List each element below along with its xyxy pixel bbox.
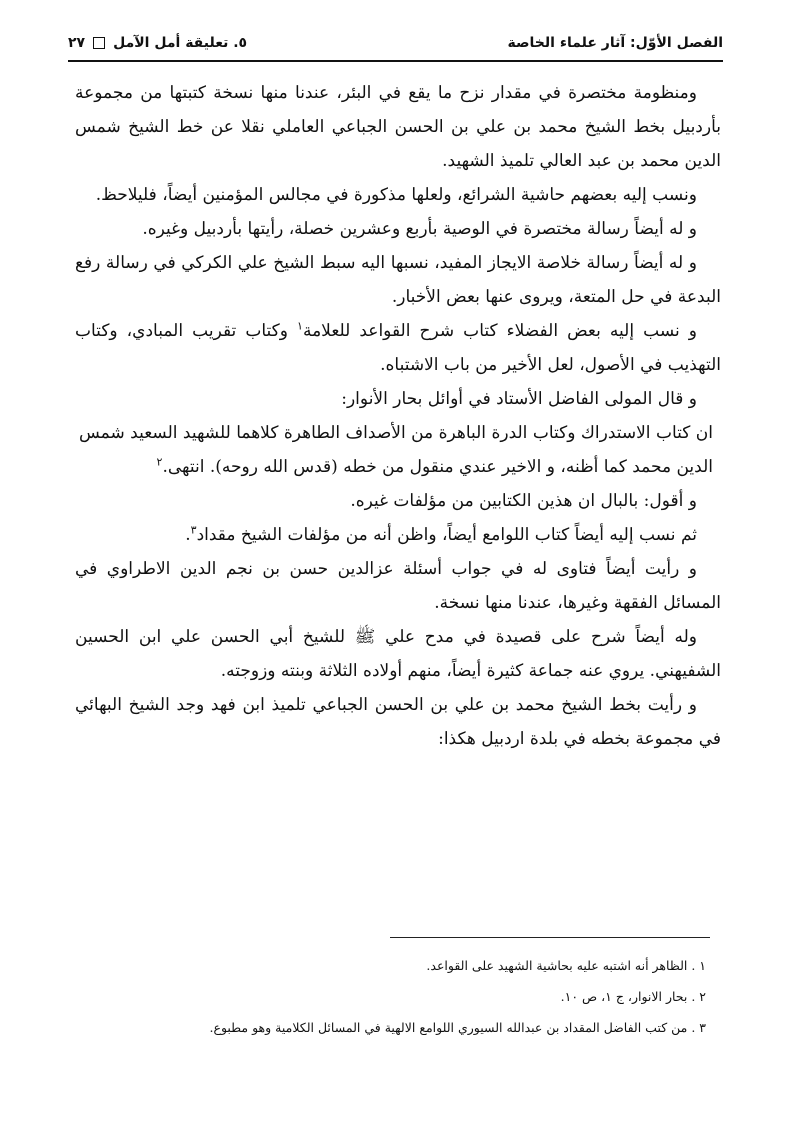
paragraph: و له أيضاً رسالة مختصرة في الوصية بأربع وعشرين خصلة، رأيتها بأردبيل وغيره.	[142, 219, 697, 239]
header-book-info	[68, 35, 247, 51]
quotation-text: ان كتاب الاستدراك وكتاب الدرة الباهرة من الأصداف الطاهرة كلاهما للشهيد السعيد شمس الدين محمد كما أظنه، و الاخير عندي منقول من خطه (قدس الله روحه). انتهى.	[79, 423, 713, 477]
paragraph: و قال المولى الفاضل الأستاد في أوائل بحار الأنوار:	[341, 389, 697, 409]
footnote-separator	[390, 937, 710, 938]
quotation-block	[75, 416, 721, 484]
chapter-title: الفصل الأوّل: آثار علماء الخاصة	[507, 35, 723, 51]
paragraph: ومنظومة مختصرة في مقدار نزح ما يقع في البئر، عندنا منها نسخة كتبتها من مجموعة بأردبيل بخط الشيخ محمد بن علي بن الحسن الجباعي العاملي نقلا عن خط الشيخ شمس الدين محمد بن عبد العالي تلميذ الشهيد.	[75, 83, 721, 171]
paragraph: و رأيت أيضاً فتاوى له في جواب أسئلة عزالدين حسن بن نجم الدين الاطراوي في المسائل الفقهة وغيرها، عندنا منها نسخة.	[75, 559, 721, 613]
paragraph: و أقول: بالبال ان هذين الكتابين من مؤلفات غيره.	[350, 491, 697, 511]
footnote: ٢ . بحار الانوار، ج ١، ص ١٠.	[560, 989, 706, 1004]
paragraph-text: ثم نسب إليه أيضاً كتاب اللوامع أيضاً، واظن أنه من مؤلفات الشيخ مقداد	[196, 525, 697, 545]
footnote: ١ . الظاهر أنه اشتبه عليه بحاشية الشهيد على القواعد.	[426, 958, 706, 973]
footnote-ref[interactable]: ١	[297, 319, 303, 333]
main-text	[75, 76, 721, 756]
footnote: ٣ . من كتب الفاضل المقداد بن عبدالله السيوري اللوامع الالهية في المسائل الكلامية وهو مطبوع.	[209, 1020, 706, 1035]
footnote-ref[interactable]: ٣	[190, 523, 197, 537]
page-number: ٢٧	[68, 35, 86, 51]
paragraph	[75, 518, 721, 552]
paragraph: و رأيت بخط الشيخ محمد بن علي بن الحسن الجباعي تلميذ ابن فهد وجد الشيخ البهائي في مجموعة بخطه في بلدة اردبيل هكذا:	[75, 695, 721, 749]
paragraph	[75, 314, 721, 382]
footnotes	[75, 950, 706, 1043]
paragraph-text: .	[185, 525, 191, 545]
paragraph-text: وكتاب تقريب المبادي، وكتاب التهذيب في الأصول، لعل الأخير من باب الاشتباه.	[75, 321, 721, 375]
book-title: ٥. تعليقة أمل الآمل	[113, 35, 248, 51]
paragraph-text: و نسب إليه بعض الفضلاء كتاب شرح القواعد للعلامة	[302, 321, 697, 341]
paragraph: وله أيضاً شرح على قصيدة في مدح علي ﷺ للشيخ أبي الحسن علي ابن الحسين الشفيهني. يروي عنه جماعة كثيرة أيضاً، منهم أولاده الثلاثة وبنته وزوجته.	[75, 627, 721, 681]
running-header	[68, 30, 723, 56]
paragraph: ونسب إليه بعضهم حاشية الشرائع، ولعلها مذكورة في مجالس المؤمنين أيضاً، فليلاحظ.	[95, 185, 697, 205]
paragraph: و له أيضاً رسالة خلاصة الايجاز المفيد، نسبها اليه سبط الشيخ علي الكركي في رسالة رفع البدعة في حل المتعة، ويروى عنها بعض الأخبار.	[75, 253, 721, 307]
header-rule	[68, 60, 723, 62]
square-ornament-icon	[93, 37, 105, 49]
footnote-ref[interactable]: ٢	[156, 455, 163, 469]
